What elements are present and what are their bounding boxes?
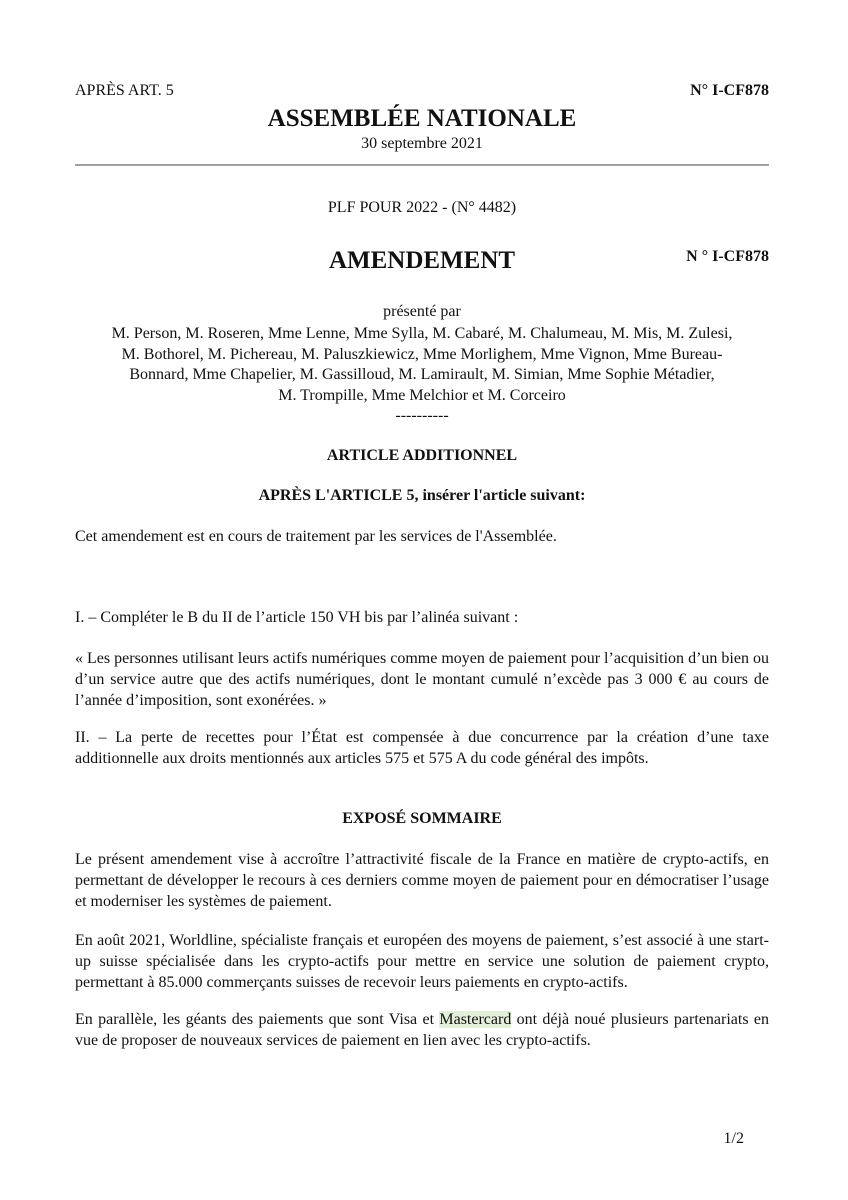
assembly-title: ASSEMBLÉE NATIONALE xyxy=(267,105,577,132)
session-date: 30 septembre 2021 xyxy=(361,135,483,152)
header-divider xyxy=(75,164,769,166)
amendment-number: N ° I-CF878 xyxy=(686,248,769,265)
authors-line: M. Person, M. Roseren, Mme Lenne, Mme Sylla, M. Cabaré, M. Chalumeau, M. Mis, M. Zulesi, xyxy=(111,325,733,342)
header-amendment-number: N° I-CF878 xyxy=(690,82,769,99)
authors-line: Bonnard, Mme Chapelier, M. Gassilloud, M. Lamirault, M. Simian, Mme Sophie Métadier, xyxy=(129,366,715,383)
body-paragraph-2: « Les personnes utilisant leurs actifs numériques comme moyen de paiement pour l’acquisition d’un bien ou d’un service autre que des actifs numériques, dont le montant cumulé n’excède pas 3 000 € au cours de l’année d’imposition, sont exonérées. » xyxy=(75,650,769,709)
authors-list xyxy=(60,324,784,406)
body-paragraph-1: I. – Compléter le B du II de l’article 150 VH bis par l’alinéa suivant : xyxy=(75,609,519,626)
presented-by: présenté par xyxy=(383,303,461,320)
summary-p3-after: ont déjà noué plusieurs partenariats en vue de proposer de nouveaux services de paiement en lien avec les crypto-actifs. xyxy=(75,1011,769,1049)
processing-note: Cet amendement est en cours de traitement par les services de l'Assemblée. xyxy=(75,528,557,545)
summary-paragraph-2: En août 2021, Worldline, spécialiste français et européen des moyens de paiement, s’est associé à une start-up suisse spécialisée dans les crypto-actifs pour mettre en service une solution de paiement crypto, permettant à 85.000 commerçants suisses de recevoir leurs paiements en crypto-actifs. xyxy=(75,932,769,991)
summary-paragraph-3 xyxy=(75,1009,769,1051)
insert-heading: APRÈS L'ARTICLE 5, insérer l'article suivant: xyxy=(258,487,586,504)
article-heading: ARTICLE ADDITIONNEL xyxy=(326,447,518,464)
highlighted-term: Mastercard xyxy=(439,1011,512,1028)
authors-line: M. Bothorel, M. Pichereau, M. Paluszkiewicz, Mme Morlighem, Mme Vignon, Mme Bureau- xyxy=(121,345,723,363)
amendment-title: AMENDEMENT xyxy=(328,247,516,274)
header-article-ref: APRÈS ART. 5 xyxy=(75,82,174,99)
separator-dashes: ---------- xyxy=(395,407,449,424)
authors-line: M. Trompille, Mme Melchior et M. Corceiro xyxy=(278,386,566,404)
bill-reference: PLF POUR 2022 - (N° 4482) xyxy=(327,199,517,216)
body-paragraph-3: II. – La perte de recettes pour l’État est compensée à due concurrence par la création d’une taxe additionnelle aux droits mentionnés aux articles 575 et 575 A du code général des impôts. xyxy=(75,729,769,767)
summary-heading: EXPOSÉ SOMMAIRE xyxy=(342,810,502,827)
summary-p3-before: En parallèle, les géants des paiements que sont Visa et xyxy=(75,1011,440,1028)
summary-paragraph-1: Le présent amendement vise à accroître l’attractivité fiscale de la France en matière de crypto-actifs, en permettant de développer le recours à ces derniers comme moyen de paiement pour en démocratiser l’usage et moderniser les systèmes de paiement. xyxy=(75,851,769,910)
page-number: 1/2 xyxy=(723,1130,744,1147)
